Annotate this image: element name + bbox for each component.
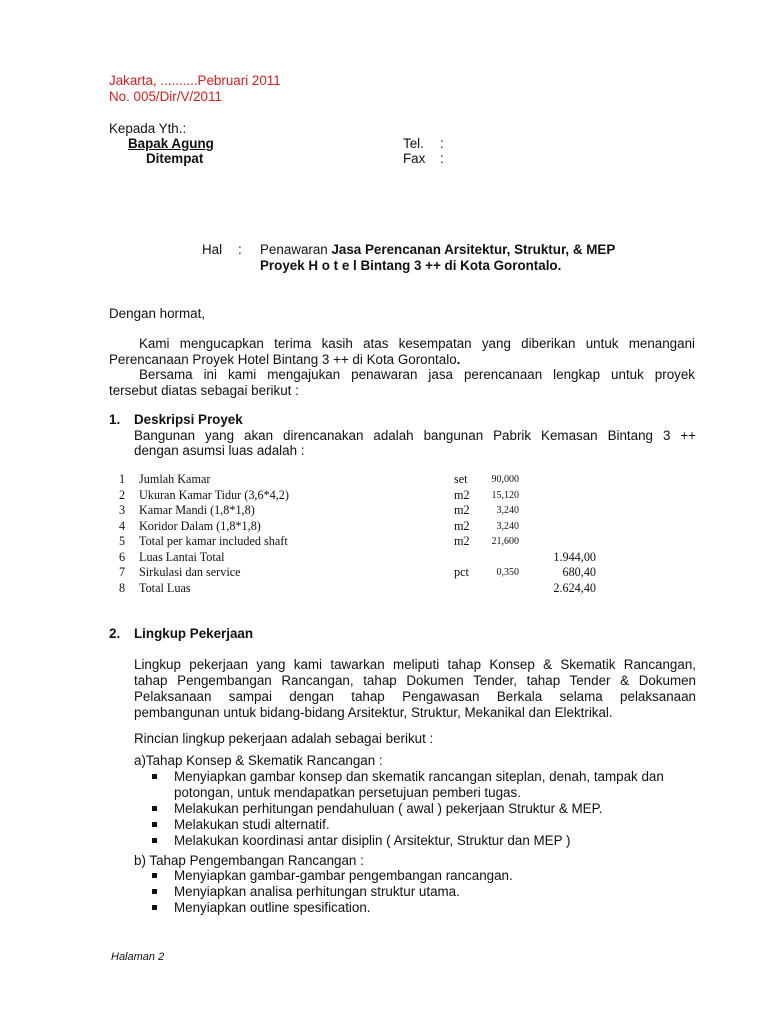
row-unit: m2 (454, 534, 470, 548)
list-item (150, 817, 664, 833)
tel-label: Tel. (403, 136, 424, 151)
subject-line-1 (260, 242, 615, 257)
page-footer: Halaman 2 (111, 951, 165, 963)
row-quantity: 90,000 (491, 474, 519, 485)
stage-b-title: b) Tahap Pengembangan Rancangan : (134, 853, 364, 868)
section1-text2: dengan asumsi luas adalah : (134, 443, 305, 458)
row-unit: pct (454, 565, 469, 579)
row-unit: m2 (454, 518, 470, 533)
row-description: Ukuran Kamar Tidur (3,6*4,2) (139, 487, 289, 502)
row-number: 5 (119, 534, 126, 548)
list-item (150, 801, 664, 817)
greeting: Dengan hormat, (109, 306, 206, 321)
row-number: 7 (119, 565, 126, 579)
table-row (119, 472, 609, 488)
list-item-text: Melakukan studi alternatif. (174, 817, 330, 832)
row-quantity: 15,120 (491, 489, 519, 501)
table-row (119, 565, 609, 581)
bullet-icon (152, 806, 157, 811)
row-unit: m2 (454, 487, 470, 502)
stage-a-title: a)Tahap Konsep & Skematik Rancangan : (134, 753, 383, 768)
row-number: 1 (119, 472, 126, 486)
list-item (150, 833, 664, 849)
list-item (150, 868, 513, 884)
letter-date: Jakarta, ..........Pebruari 2011 (109, 73, 281, 88)
list-item-text: Menyiapkan gambar-gambar pengembangan rancangan. (174, 868, 513, 883)
row-quantity: 3,240 (496, 505, 519, 516)
bullet-icon (152, 889, 157, 894)
row-number: 4 (119, 518, 126, 533)
row-description: Koridor Dalam (1,8*1,8) (139, 518, 261, 533)
row-description: Sirkulasi dan service (139, 565, 241, 579)
section2-para-line-4: pembangunan untuk bidang-bidang Arsitektur, Struktur, Mekanikal dan Elektrikal. (134, 705, 613, 720)
list-item-text: Melakukan koordinasi antar disiplin ( Arsitektur, Struktur dan MEP ) (174, 833, 571, 848)
letter-number: No. 005/Dir/V/2011 (109, 89, 222, 104)
area-table (119, 472, 609, 596)
row-number: 3 (119, 503, 126, 517)
row-number: 8 (119, 580, 126, 595)
row-description: Total Luas (139, 580, 191, 595)
intro-p2b: tersebut diatas sebagai berikut : (109, 383, 299, 398)
fax-colon: : (440, 151, 444, 166)
table-row (119, 534, 609, 550)
intro-p1b-text: Perencanaan Proyek Hotel Bintang 3 ++ di Kota Gorontalo (109, 352, 457, 367)
row-quantity: 3,240 (496, 520, 519, 532)
row-quantity: 21,600 (491, 536, 519, 547)
bullet-icon (152, 822, 157, 827)
section2-title: Lingkup Pekerjaan (134, 626, 254, 641)
stage-a-list (150, 769, 664, 849)
row-unit: m2 (454, 503, 470, 517)
section2-para-line-1: Lingkup pekerjaan yang kami tawarkan meliputi tahap Konsep & Skematik Rancangan, (134, 657, 696, 672)
intro-p2: Bersama ini kami mengajukan penawaran jasa perencanaan lengkap untuk proyek (139, 367, 695, 382)
intro-p1: Kami mengucapkan terima kasih atas kesempatan yang diberikan untuk menangani (139, 336, 695, 351)
table-row (119, 581, 609, 597)
subject-line-2: Proyek H o t e l Bintang 3 ++ di Kota Gorontalo. (260, 258, 562, 273)
row-description: Luas Lantai Total (139, 549, 225, 564)
section2-para-line-2: tahap Pengembangan Rancangan, tahap Dokumen Tender, tahap Tender & Dokumen (134, 673, 696, 688)
row-total: 2.624,40 (553, 580, 596, 595)
list-item-text: Menyiapkan analisa perhitungan struktur utama. (174, 884, 460, 899)
intro-p1b (109, 352, 460, 367)
list-item-text: Melakukan perhitungan pendahuluan ( awal ) pekerjaan Struktur & MEP. (174, 801, 603, 816)
recipient-location: Ditempat (146, 151, 204, 166)
subject-colon: : (238, 242, 242, 257)
row-total: 680,40 (562, 565, 596, 579)
table-row (119, 550, 609, 566)
section1-number: 1. (109, 412, 121, 427)
row-total: 1.944,00 (553, 549, 596, 564)
row-number: 6 (119, 549, 126, 564)
row-description: Kamar Mandi (1,8*1,8) (139, 503, 255, 517)
row-number: 2 (119, 487, 126, 502)
bullet-icon (152, 873, 157, 878)
list-item-text: Menyiapkan outline spesification. (174, 900, 371, 915)
table-row (119, 503, 609, 519)
recipient-name: Bapak Agung (128, 136, 214, 151)
row-description: Jumlah Kamar (139, 472, 211, 486)
intro-p1b-end: . (456, 352, 461, 367)
section2-number: 2. (109, 626, 121, 641)
list-item (150, 900, 513, 916)
kepada-label: Kepada Yth.: (109, 121, 187, 136)
subject-prefix: Penawaran (260, 242, 332, 257)
bullet-icon (152, 905, 157, 910)
list-item-text: potongan, untuk mendapatkan persetujuan pemberi tugas. (174, 785, 521, 800)
section1-title: Deskripsi Proyek (134, 412, 243, 427)
section1-text1: Bangunan yang akan direncanakan adalah bangunan Pabrik Kemasan Bintang 3 ++ (134, 428, 696, 443)
fax-label: Fax (403, 151, 426, 166)
subject-title: Jasa Perencanan Arsitektur, Struktur, & MEP (331, 242, 616, 257)
rincian-intro: Rincian lingkup pekerjaan adalah sebagai berikut : (134, 731, 434, 746)
table-row (119, 519, 609, 535)
stage-b-list (150, 868, 513, 916)
tel-colon: : (440, 136, 444, 151)
row-description: Total per kamar included shaft (139, 534, 288, 548)
list-item (150, 884, 513, 900)
bullet-icon (152, 774, 157, 779)
bullet-icon (152, 838, 157, 843)
list-item (150, 769, 664, 785)
section2-para-line-3: Pelaksanaan sampai dengan tahap Pengawasan Berkala selama pelaksanaan (134, 689, 696, 704)
row-quantity: 0,350 (496, 567, 519, 578)
row-unit: set (454, 472, 468, 486)
table-row (119, 488, 609, 504)
list-item-continuation (150, 785, 664, 801)
list-item-text: Menyiapkan gambar konsep dan skematik rancangan siteplan, denah, tampak dan (174, 769, 664, 784)
subject-label: Hal (202, 242, 223, 257)
